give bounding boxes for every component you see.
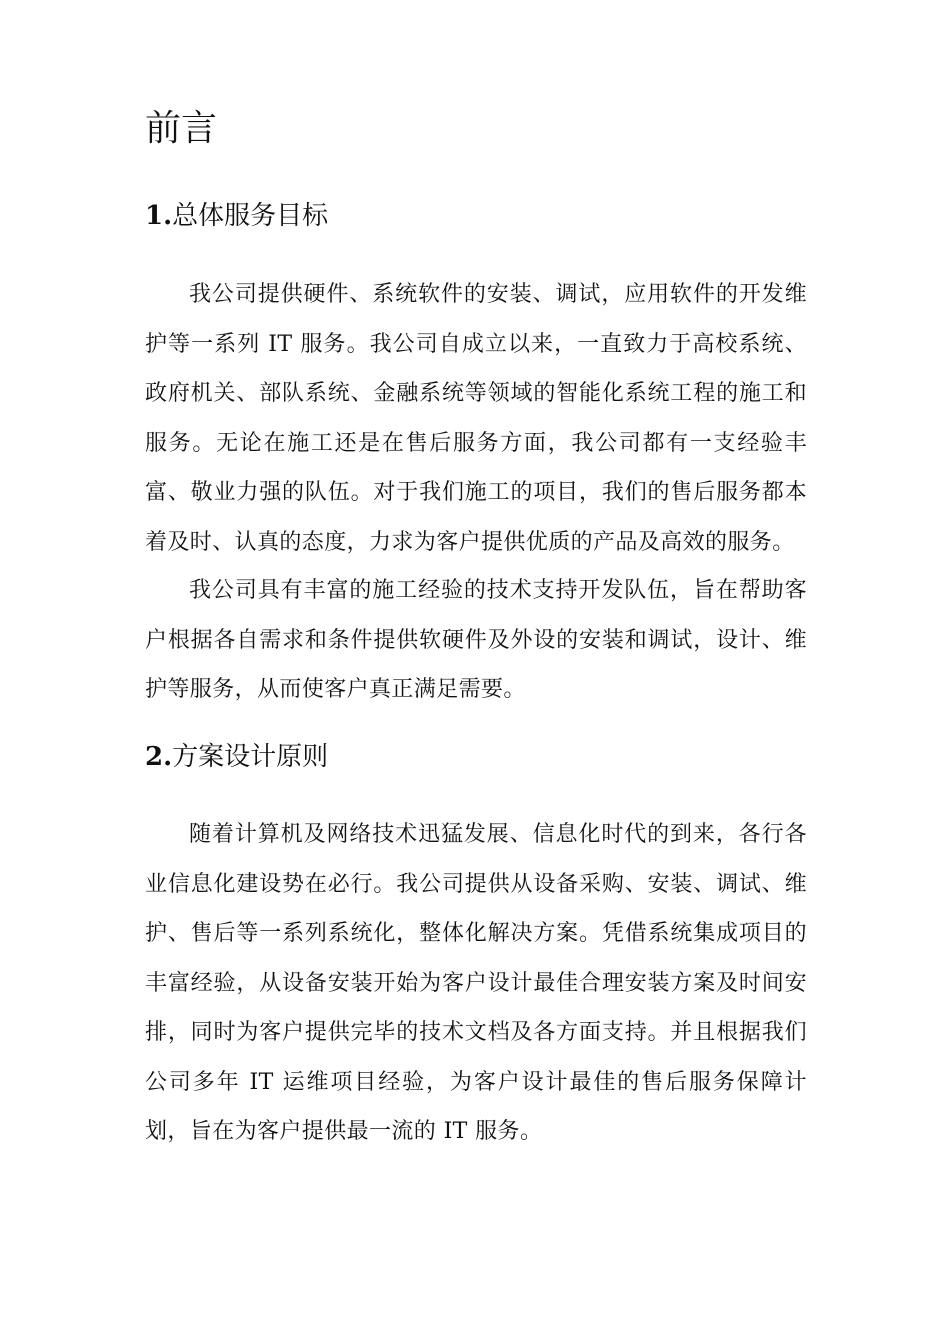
page-title: 前言 bbox=[145, 108, 218, 149]
section-heading-text: 总体服务目标 bbox=[172, 201, 329, 231]
section-number: 2. bbox=[145, 742, 173, 772]
section-number: 1. bbox=[145, 201, 173, 231]
section-paragraph: 随着计算机及网络技术迅猛发展、信息化时代的到来，各行各业信息化建设势在必行。我公司提供从设备采购、安装、调试、维护、售后等一系列系统化，整体化解决方案。凭借系统集成项目的丰富经验，从设备安装开始为客户设计最佳合理安装方案及时间安排，同时为客户提供完毕的技术文档及各方面支持。并且根据我们公司多年 IT 运维项目经验，为客户设计最佳的售后服务保障计划，旨在为客户提供最一流的 IT 服务。 bbox=[145, 822, 807, 1144]
section-paragraph: 我公司具有丰富的施工经验的技术支持开发队伍，旨在帮助客户根据各自需求和条件提供软硬件及外设的安装和调试，设计、维护等服务，从而使客户真正满足需要。 bbox=[145, 578, 807, 702]
section-heading-text: 方案设计原则 bbox=[172, 742, 329, 772]
section-paragraph: 我公司提供硬件、系统软件的安装、调试，应用软件的开发维护等一系列 IT 服务。我公司自成立以来，一直致力于高校系统、政府机关、部队系统、金融系统等领域的智能化系统工程的施工和服务。无论在施工还是在售后服务方面，我公司都有一支经验丰富、敬业力强的队伍。对于我们施工的项目，我们的售后服务都本着及时、认真的态度，力求为客户提供优质的产品及高效的服务。 bbox=[145, 282, 807, 555]
section-heading-design-principles bbox=[145, 737, 328, 777]
section-heading-service-goal bbox=[145, 196, 328, 236]
